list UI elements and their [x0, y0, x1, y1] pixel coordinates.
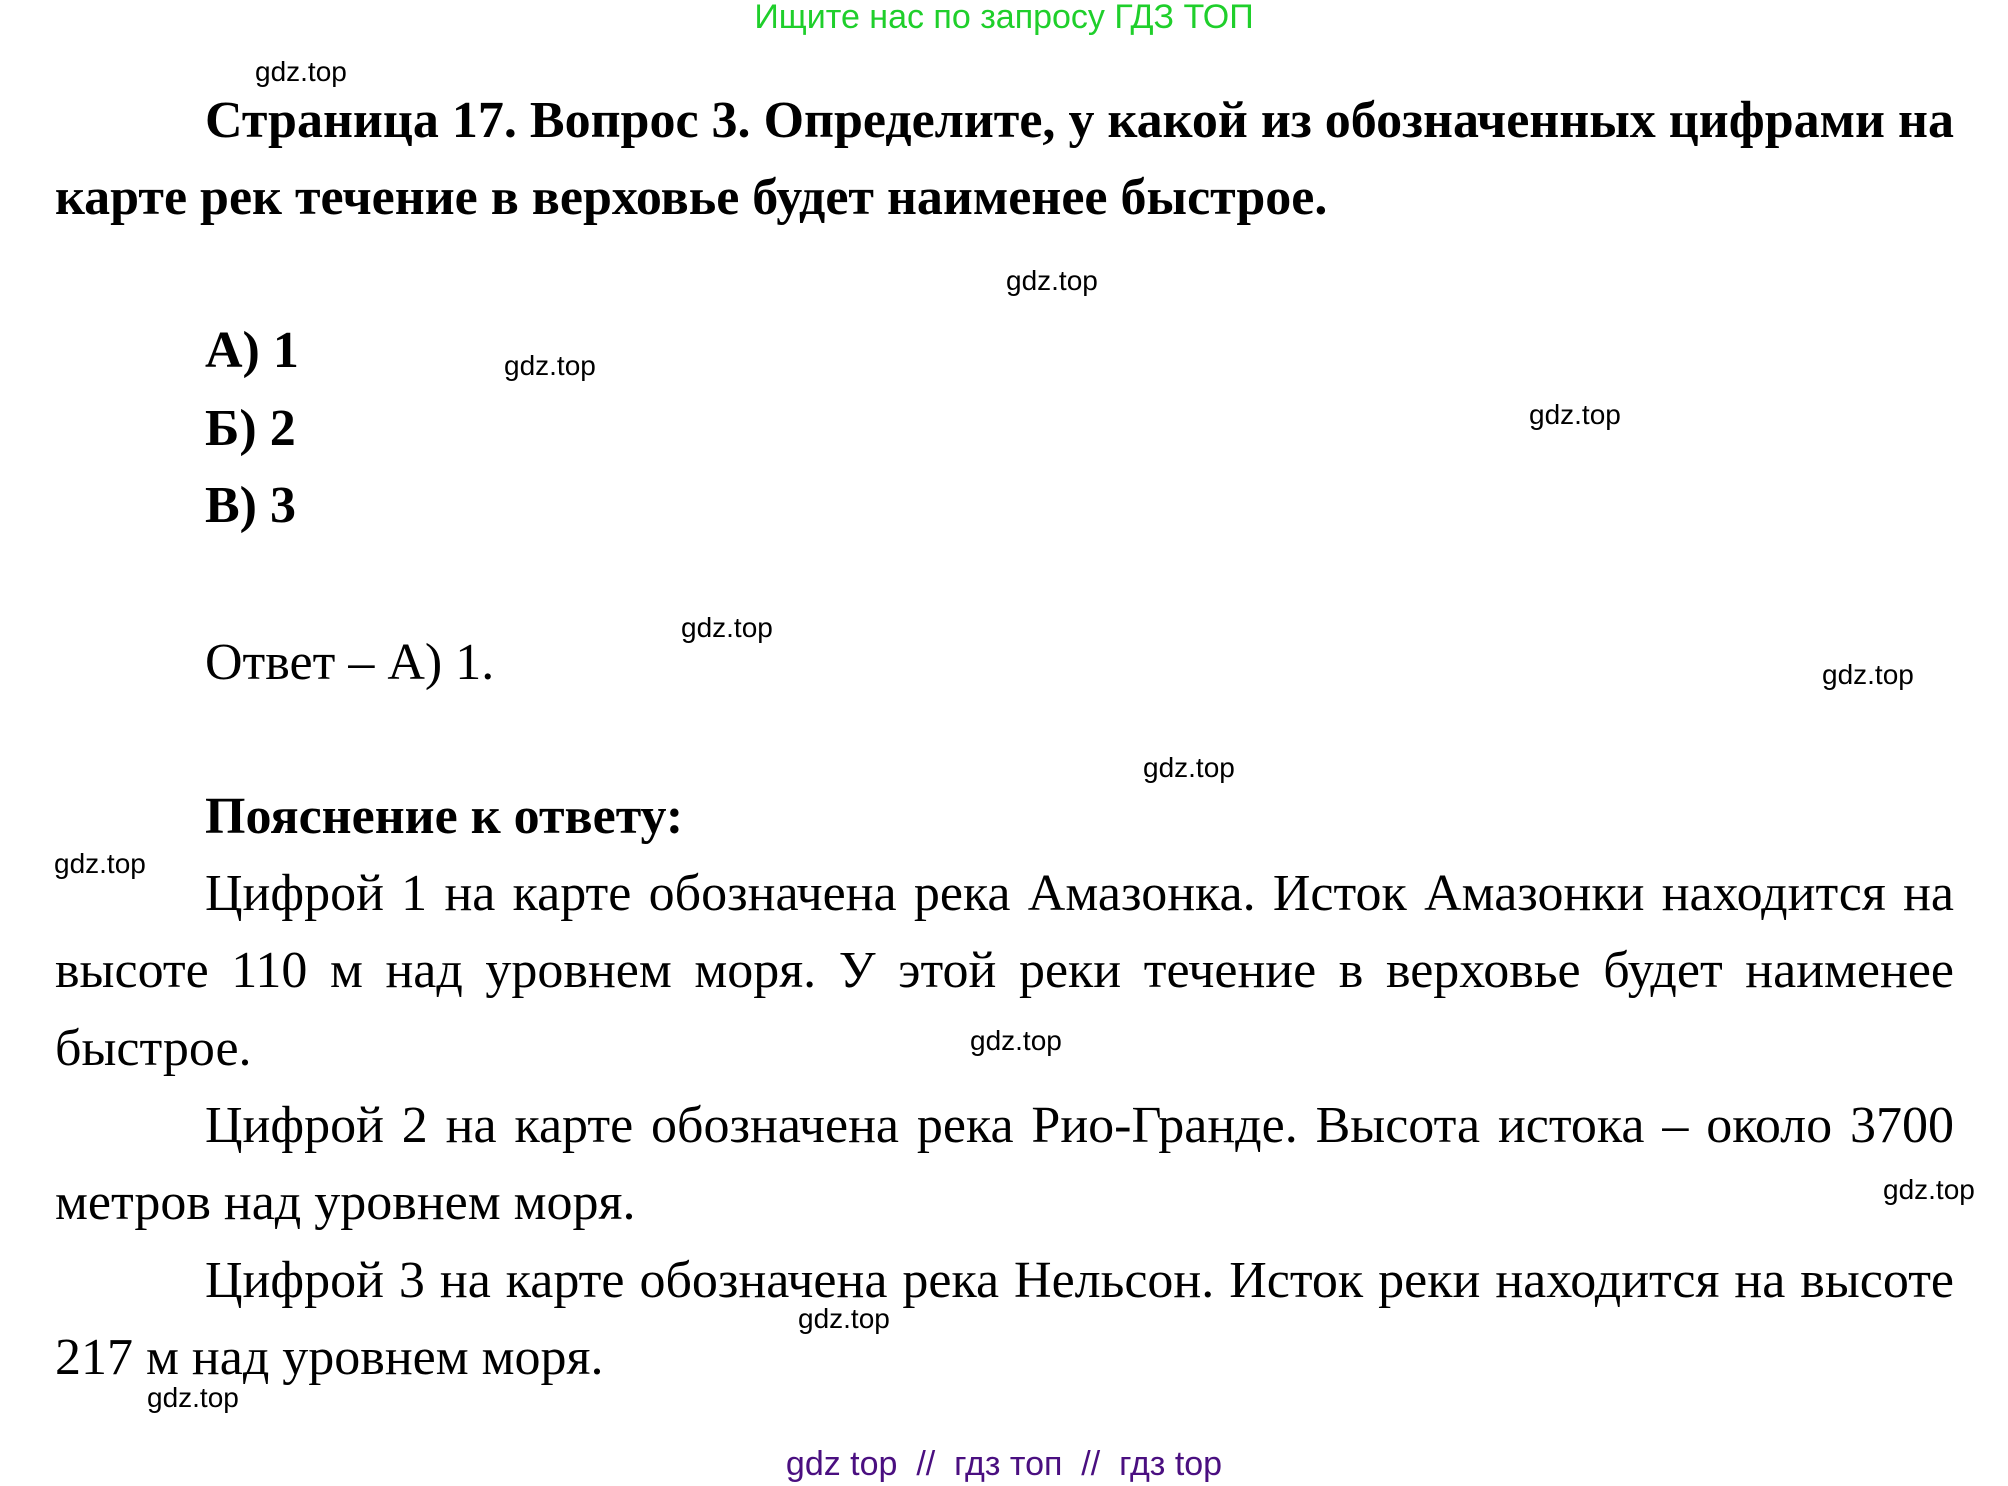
footer-links[interactable]: gdz top // гдз топ // гдз top: [785, 1445, 1223, 1483]
watermark: gdz.top: [681, 612, 773, 643]
question-title: Страница 17. Вопрос 3. Определите, у какой из обозначенных цифрами на карте рек течение в верховье будет наименее быстрое.: [55, 92, 1954, 227]
header-banner-link[interactable]: Ищите нас по запросу ГДЗ ТОП: [754, 0, 1254, 36]
watermark: gdz.top: [1006, 265, 1098, 296]
watermark: gdz.top: [54, 848, 146, 879]
explanation-heading: Пояснение к ответу:: [205, 788, 684, 845]
watermark: gdz.top: [1529, 399, 1621, 430]
watermark: gdz.top: [798, 1303, 890, 1334]
option-c: В) 3: [205, 477, 296, 534]
watermark: gdz.top: [1883, 1174, 1975, 1205]
explanation-paragraph-2: Цифрой 2 на карте обозначена река Рио-Гранде. Высота истока – около 3700 метров над уровнем моря.: [55, 1097, 1954, 1232]
watermark: gdz.top: [504, 350, 596, 381]
explanation-paragraph-3: Цифрой 3 на карте обозначена река Нельсон. Исток реки находится на высоте 217 м над уровнем моря.: [55, 1252, 1954, 1387]
option-b: Б) 2: [205, 400, 296, 457]
answer-text: Ответ – А) 1.: [205, 634, 495, 691]
watermark: gdz.top: [1822, 659, 1914, 690]
watermark: gdz.top: [147, 1382, 239, 1413]
watermark: gdz.top: [1143, 752, 1235, 783]
explanation-paragraph-1: Цифрой 1 на карте обозначена река Амазонка. Исток Амазонки находится на высоте 110 м над уровнем моря. У этой реки течение в верховье будет наименее быстрое.: [55, 865, 1954, 1077]
watermark: gdz.top: [970, 1025, 1062, 1056]
watermark: gdz.top: [255, 56, 347, 87]
option-a: А) 1: [205, 322, 299, 379]
